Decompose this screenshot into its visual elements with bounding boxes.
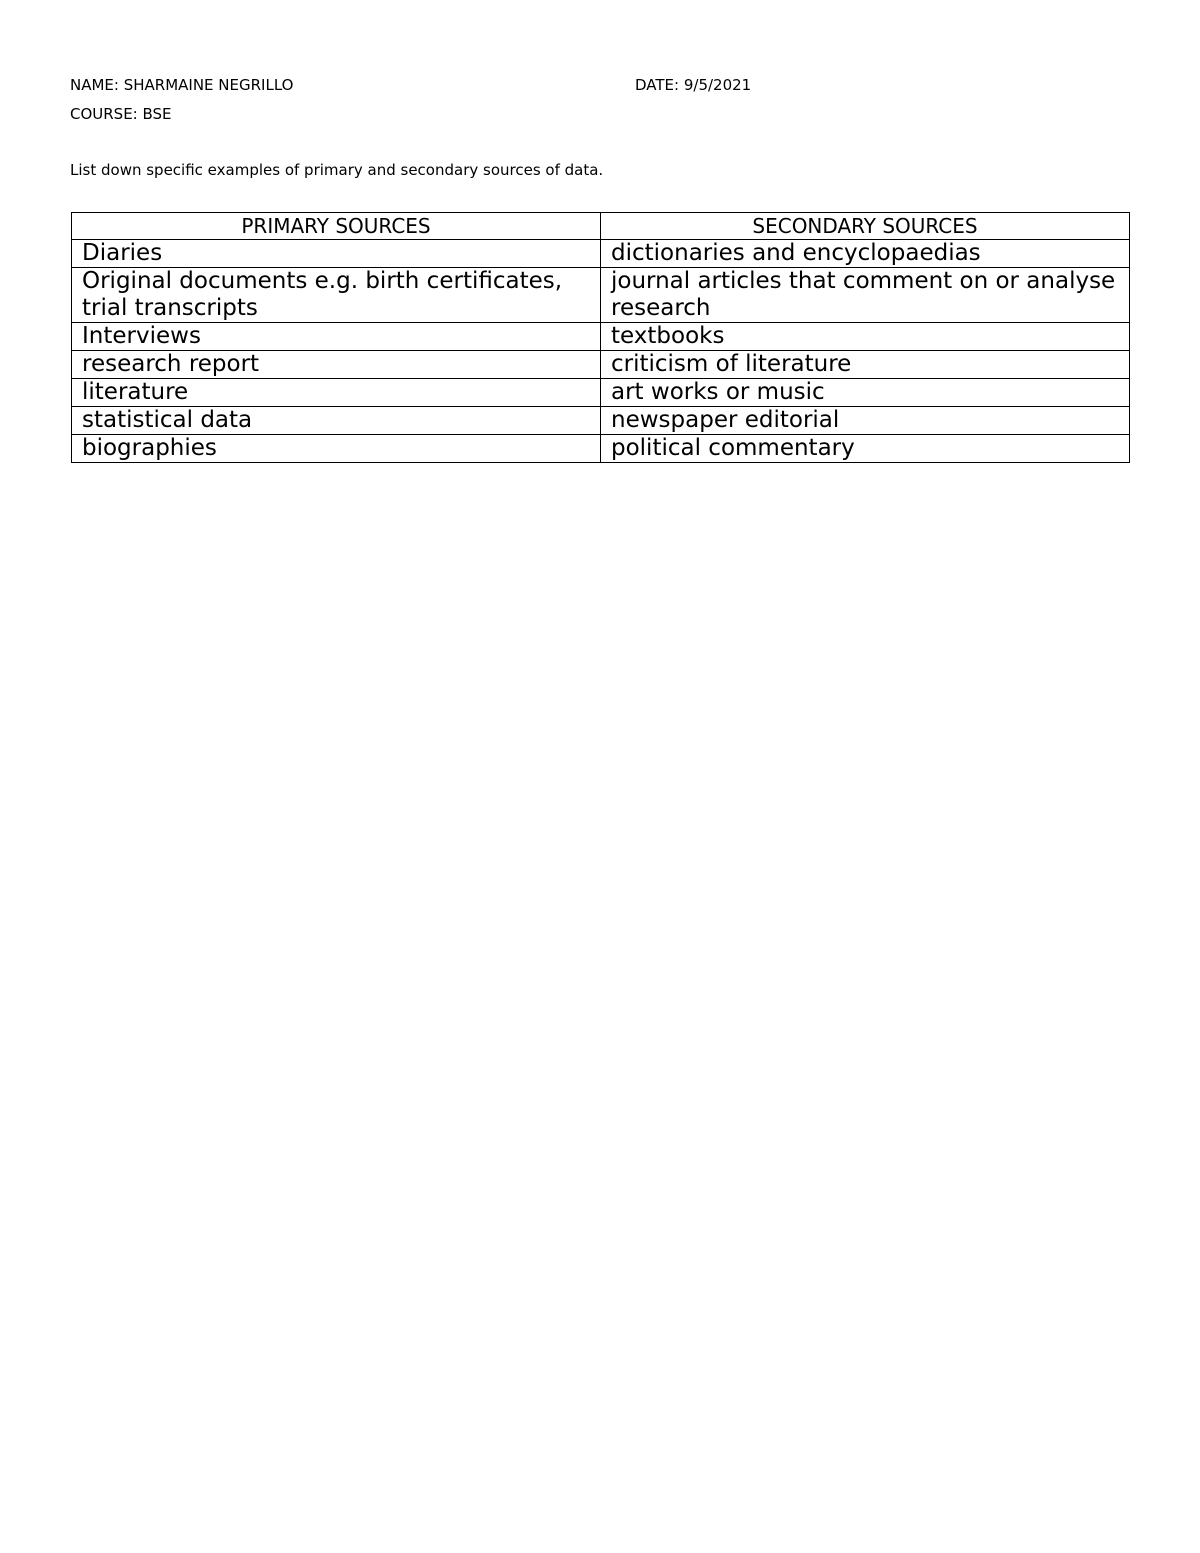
primary-source-cell: statistical data [72,407,601,435]
table-row [72,240,1130,268]
secondary-source-cell: dictionaries and encyclopaedias [601,240,1130,268]
sources-table [71,212,1130,463]
primary-source-cell: literature [72,379,601,407]
student-name: NAME: SHARMAINE NEGRILLO [70,76,294,94]
secondary-sources-header: SECONDARY SOURCES [601,213,1130,240]
secondary-source-cell: political commentary [601,435,1130,463]
primary-sources-header: PRIMARY SOURCES [72,213,601,240]
primary-source-cell: Original documents e.g. birth certificates, trial transcripts [72,268,601,323]
primary-source-cell: biographies [72,435,601,463]
secondary-source-cell: newspaper editorial [601,407,1130,435]
table-row [72,407,1130,435]
table-row [72,379,1130,407]
primary-source-cell: Interviews [72,323,601,351]
course-name: COURSE: BSE [70,105,172,123]
table-row [72,435,1130,463]
table-row [72,268,1130,323]
secondary-source-cell: criticism of literature [601,351,1130,379]
primary-source-cell: Diaries [72,240,601,268]
table-row [72,351,1130,379]
table-header-row [72,213,1130,240]
secondary-source-cell: textbooks [601,323,1130,351]
secondary-source-cell: journal articles that comment on or analyse research [601,268,1130,323]
secondary-source-cell: art works or music [601,379,1130,407]
assignment-date: DATE: 9/5/2021 [635,76,752,94]
instruction-text: List down specific examples of primary and secondary sources of data. [70,161,604,179]
table-row [72,323,1130,351]
primary-source-cell: research report [72,351,601,379]
